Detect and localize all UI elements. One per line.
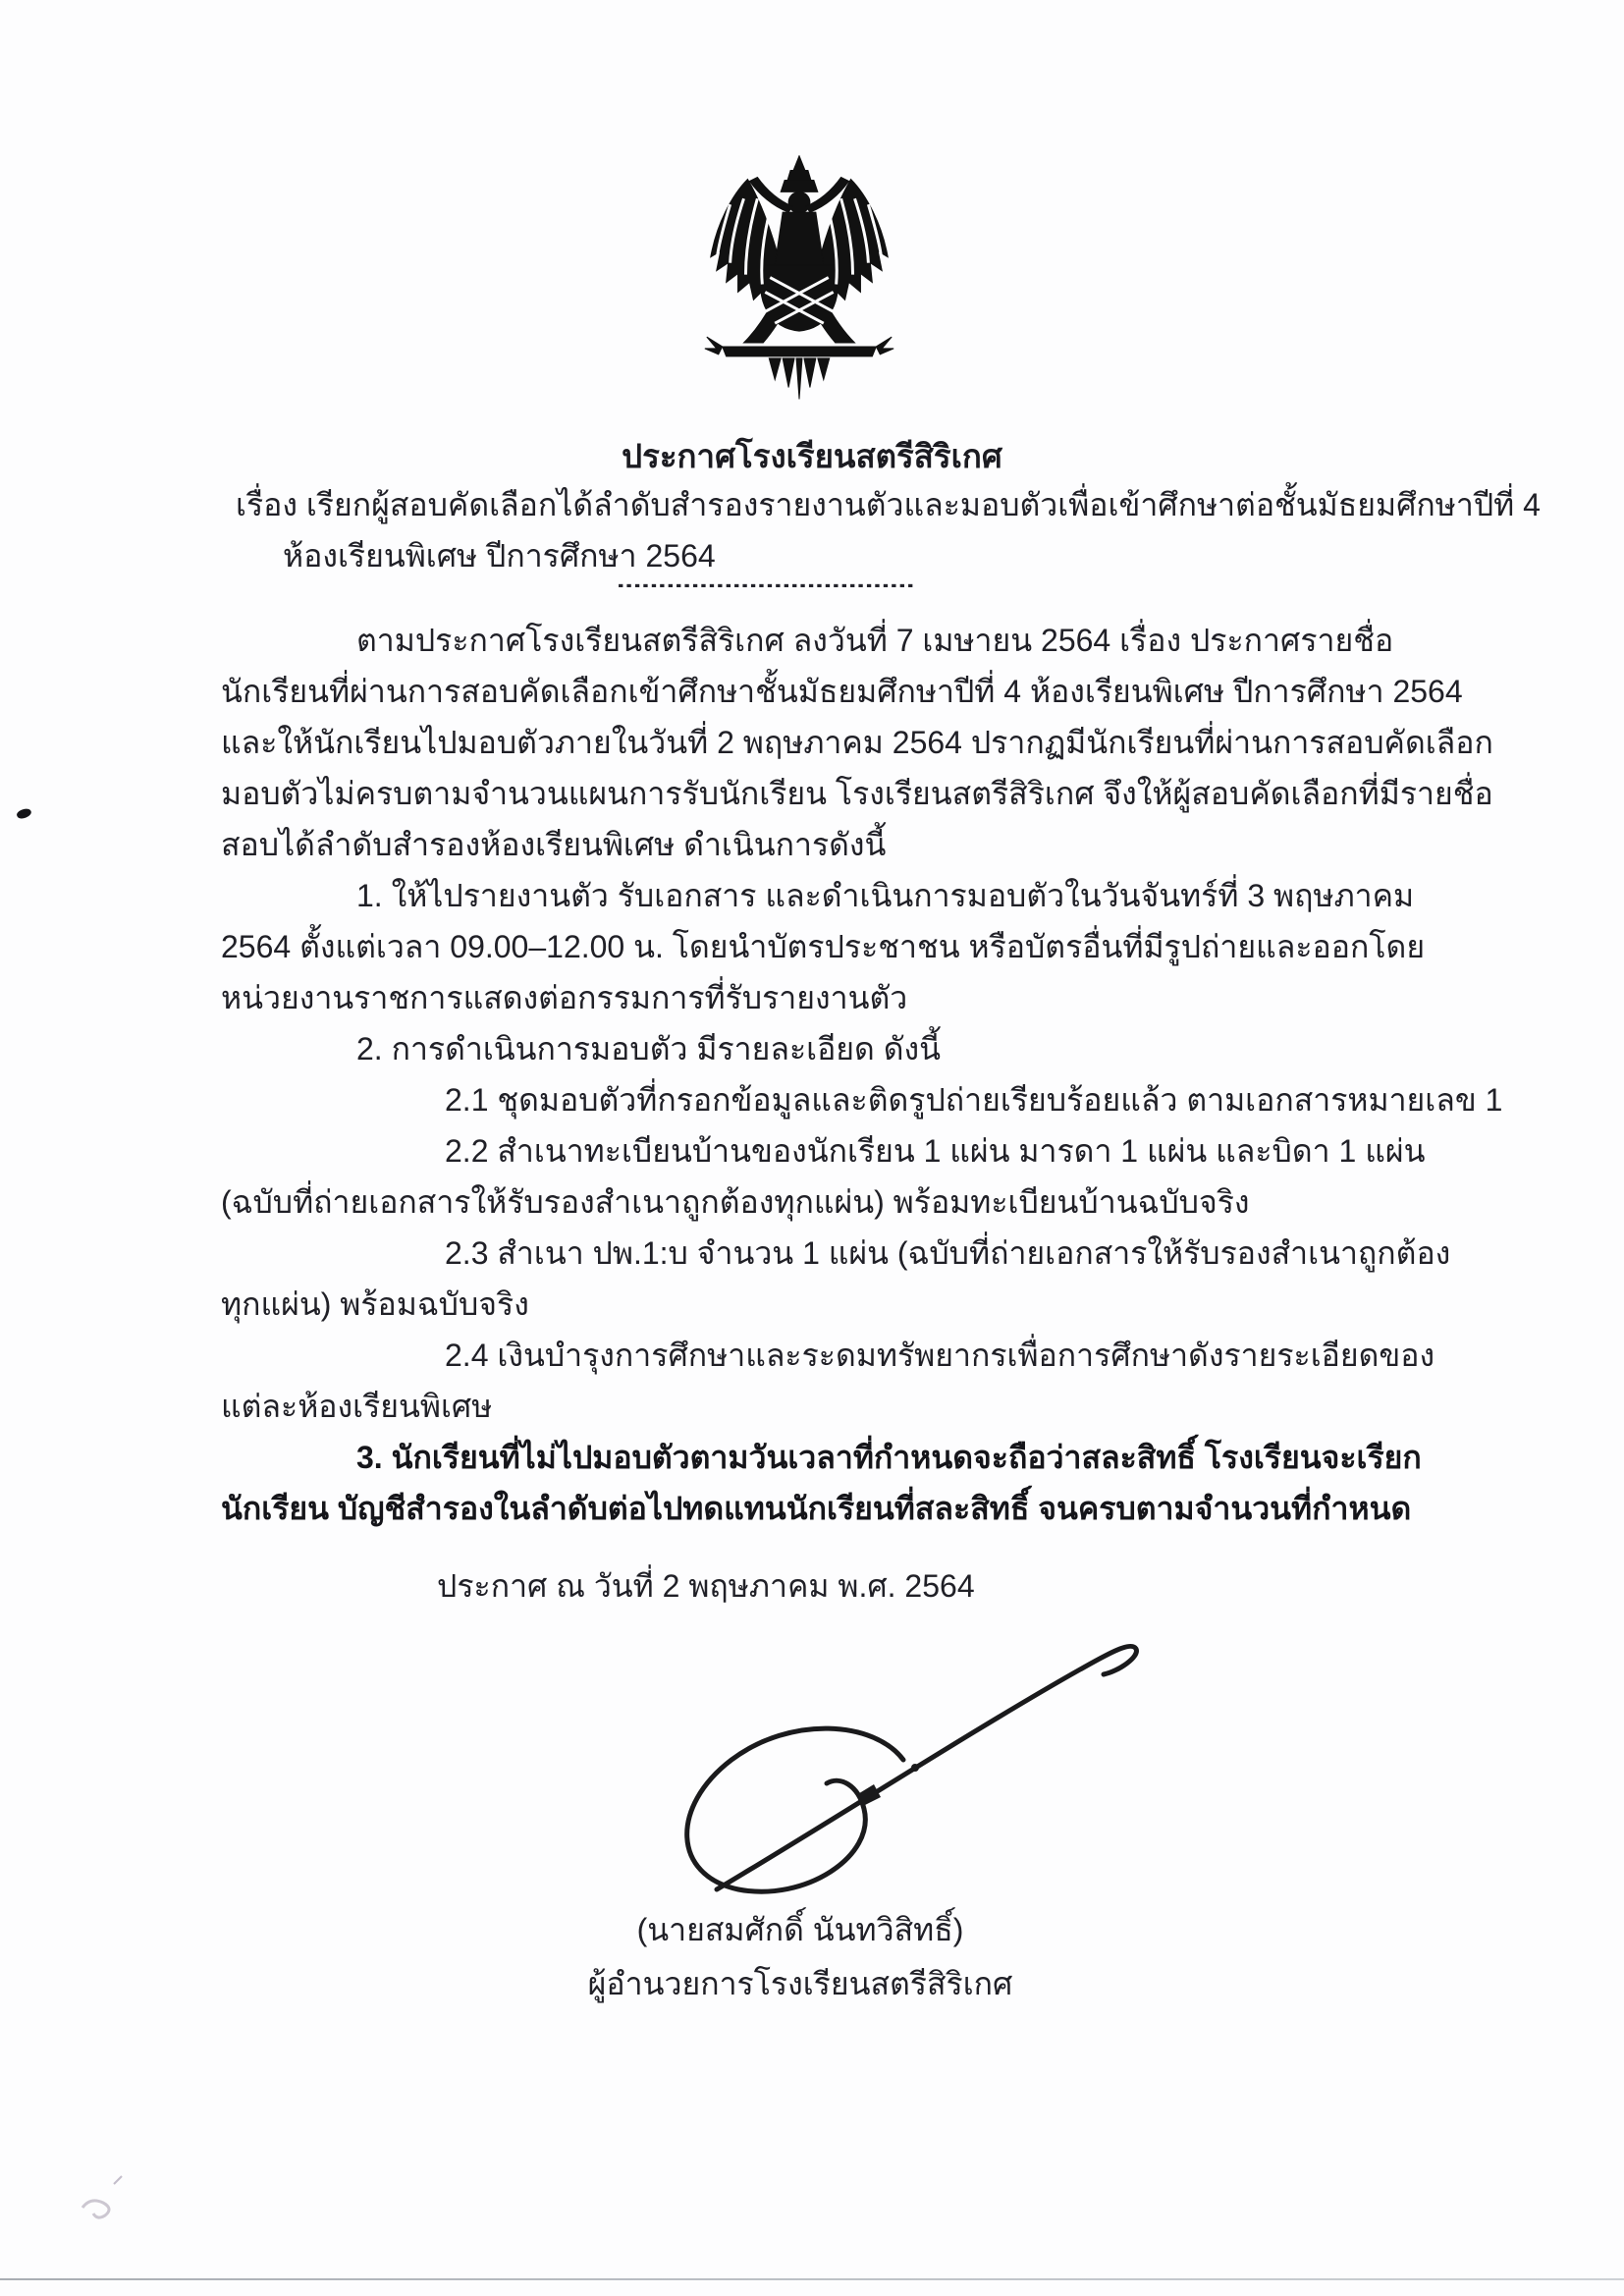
body-line-item-2-3: 2.3 สำเนา ปพ.1:บ จำนวน 1 แผ่น (ฉบับที่ถ่ายเอกสารให้รับรองสำเนาถูกต้อง bbox=[445, 1235, 1451, 1271]
body-line: ทุกแผ่น) พร้อมฉบับจริง bbox=[221, 1286, 529, 1322]
body-text bbox=[221, 615, 1503, 1534]
body-line: 2564 ตั้งแต่เวลา 09.00–12.00 น. โดยนำบัตรประชาชน หรือบัตรอื่นที่มีรูปถ่ายและออกโดย bbox=[221, 929, 1426, 964]
scan-bottom-edge bbox=[0, 2278, 1624, 2280]
body-line-item-2-4: 2.4 เงินบำรุงการศึกษาและระดมทรัพยากรเพื่อการศึกษาดังรายระเอียดของ bbox=[445, 1338, 1435, 1373]
body-line: นักเรียน บัญชีสำรองในลำดับต่อไปทดแทนนักเรียนที่สละสิทธิ์ จนครบตามจำนวนที่กำหนด bbox=[221, 1491, 1412, 1526]
body-line: หน่วยงานราชการแสดงต่อกรรมการที่รับรายงานตัว bbox=[221, 980, 908, 1015]
body-line: ตามประกาศโรงเรียนสตรีสิริเกศ ลงวันที่ 7 เมษายน 2564 เรื่อง ประกาศรายชื่อ bbox=[356, 623, 1394, 658]
document-title: ประกาศโรงเรียนสตรีสิริเกศ bbox=[622, 438, 1002, 474]
faint-pencil-mark bbox=[71, 2174, 139, 2233]
signer-name: (นายสมศักดิ์ นันทวิสิทธิ์) bbox=[636, 1912, 964, 1947]
body-line: แต่ละห้องเรียนพิเศษ bbox=[221, 1389, 493, 1424]
garuda-emblem-icon bbox=[687, 155, 911, 414]
ink-speck bbox=[16, 807, 32, 821]
body-line-item-2-2: 2.2 สำเนาทะเบียนบ้านของนักเรียน 1 แผ่น มารดา 1 แผ่น และบิดา 1 แผ่น bbox=[445, 1133, 1426, 1169]
body-line-item-2: 2. การดำเนินการมอบตัว มีรายละเอียด ดังนี้ bbox=[356, 1031, 941, 1066]
body-line: มอบตัวไม่ครบตามจำนวนแผนการรับนักเรียน โรงเรียนสตรีสิริเกศ จึงให้ผู้สอบคัดเลือกที่มีรายชื่อ bbox=[221, 776, 1493, 811]
body-line: และให้นักเรียนไปมอบตัวภายในวันที่ 2 พฤษภาคม 2564 ปรากฏมีนักเรียนที่ผ่านการสอบคัดเลือก bbox=[221, 725, 1493, 760]
dashed-divider: ------------------------------------ bbox=[617, 574, 915, 599]
handwritten-signature bbox=[609, 1622, 1159, 1917]
signer-position: ผู้อำนวยการโรงเรียนสตรีสิริเกศ bbox=[587, 1966, 1013, 2001]
announcement-date-line: ประกาศ ณ วันที่ 2 พฤษภาคม พ.ศ. 2564 bbox=[437, 1568, 975, 1604]
body-line-item-3: 3. นักเรียนที่ไม่ไปมอบตัวตามวันเวลาที่กำหนดจะถือว่าสละสิทธิ์ โรงเรียนจะเรียก bbox=[356, 1440, 1422, 1475]
body-line-item-1: 1. ให้ไปรายงานตัว รับเอกสาร และดำเนินการมอบตัวในวันจันทร์ที่ 3 พฤษภาคม bbox=[356, 878, 1415, 913]
body-line: (ฉบับที่ถ่ายเอกสารให้รับรองสำเนาถูกต้องทุกแผ่น) พร้อมทะเบียนบ้านฉบับจริง bbox=[221, 1184, 1250, 1220]
subject-line-2: ห้องเรียนพิเศษ ปีการศึกษา 2564 bbox=[283, 538, 716, 574]
body-line: นักเรียนที่ผ่านการสอบคัดเลือกเข้าศึกษาชั้นมัธยมศึกษาปีที่ 4 ห้องเรียนพิเศษ ปีการศึกษา 2564 bbox=[221, 674, 1463, 709]
subject-line-1: เรื่อง เรียกผู้สอบคัดเลือกได้ลำดับสำรองรายงานตัวและมอบตัวเพื่อเข้าศึกษาต่อชั้นมัธยมศึกษาปีที่ 4 bbox=[236, 487, 1541, 522]
body-line-item-2-1: 2.1 ชุดมอบตัวที่กรอกข้อมูลและติดรูปถ่ายเรียบร้อยแล้ว ตามเอกสารหมายเลข 1 bbox=[445, 1082, 1503, 1118]
body-line: สอบได้ลำดับสำรองห้องเรียนพิเศษ ดำเนินการดังนี้ bbox=[221, 827, 887, 862]
